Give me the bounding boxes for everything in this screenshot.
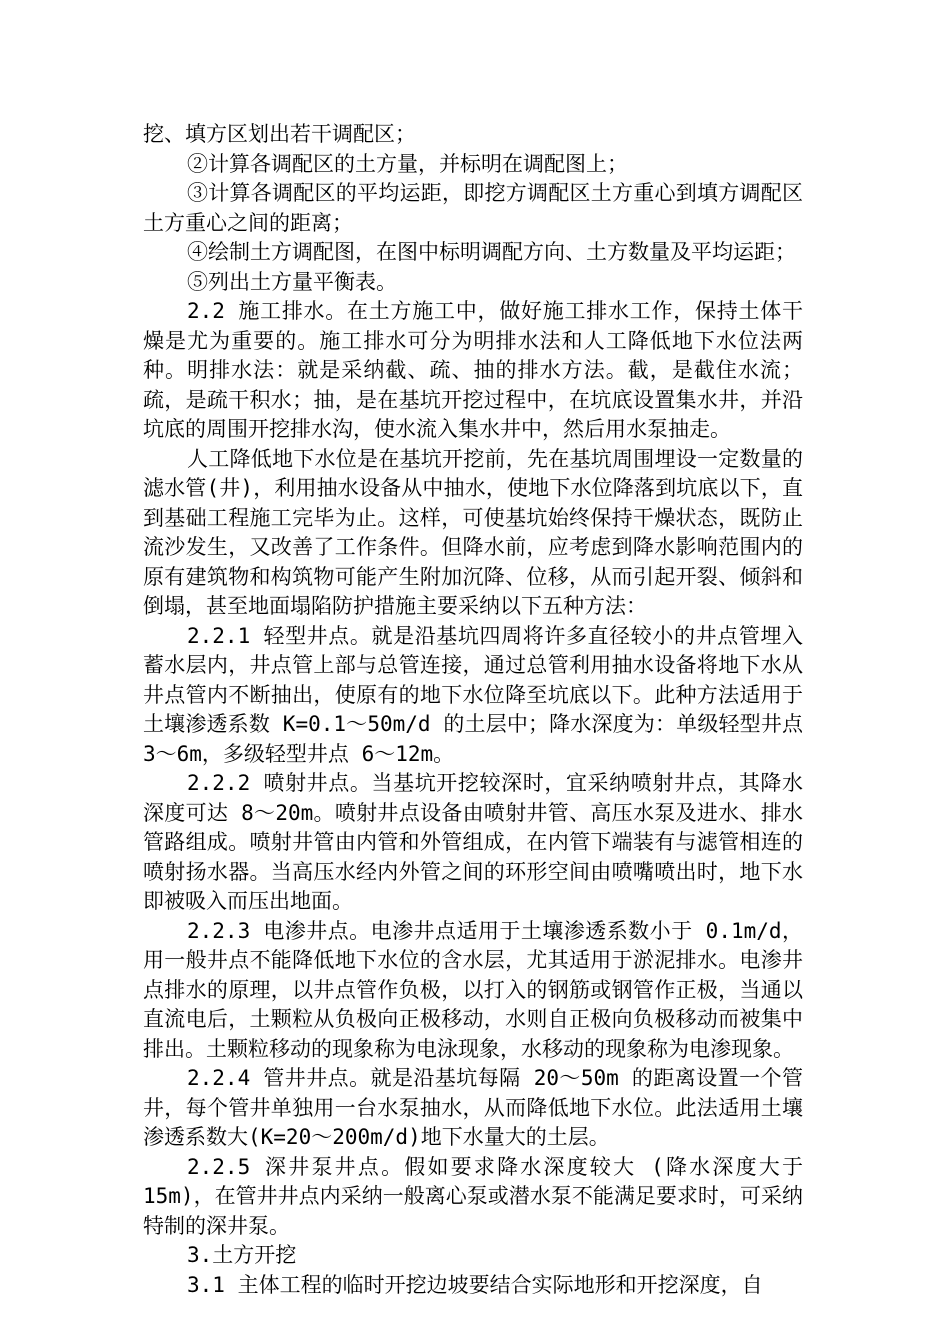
paragraph-2-2-5-deep-well-pump: 2.2.5 深井泵井点。假如要求降水深度较大 (降水深度大于15m)，在管井井点内采纳一般离心泵或潜水泵不能满足要求时，可采纳特制的深井泵。 — [143, 1154, 803, 1238]
paragraph-dewatering: 人工降低地下水位是在基坑开挖前，先在基坑周围埋设一定数量的滤水管(井)，利用抽水设备从中抽水，使地下水位降落到坑底以下，直到基础工程施工完毕为止。这样，可使基坑始终保持干燥状态，既防止流沙发生，又改善了工作条件。但降水前，应考虑到降水影响范围内的原有建筑物和构筑物可能产生附加沉降、位移，从而引起开裂、倾斜和倒塌，甚至地面塌陷防护措施主要采纳以下五种方法： — [143, 446, 803, 618]
section-heading-excavation: 3.土方开挖 — [187, 1243, 297, 1267]
paragraph-2-2-3-electroosmotic-wellpoint: 2.2.3 电渗井点。电渗井点适用于土壤渗透系数小于 0.1m/d，用一般井点不能降低地下水位的含水层，尤其适用于淤泥排水。电渗井点排水的原理，以井点管作负极，以打入的钢筋或钢管作正极，当通以直流电后，土颗粒从负极向正极移动，水则自正极向负极移动而被集中排出。土颗粒移动的现象称为电泳现象，水移动的现象称为电渗现象。 — [143, 918, 803, 1061]
paragraph-2-2-drainage: 2.2 施工排水。在土方施工中，做好施工排水工作，保持土体干燥是尤为重要的。施工排水可分为明排水法和人工降低地下水位法两种。明排水法：就是采纳截、疏、抽的排水方法。截，是截住水流；疏，是疏干积水；抽，是在基坑开挖过程中，在坑底设置集水井，并沿坑底的周围开挖排水沟，使水流入集水井中，然后用水泵抽走。 — [143, 299, 803, 441]
paragraph-step-5: ⑤列出土方量平衡表。 — [187, 269, 397, 294]
document-page — [143, 120, 803, 1300]
paragraph-3-1-slope: 3.1 主体工程的临时开挖边坡要结合实际地形和开挖深度，自 — [187, 1272, 763, 1297]
paragraph-step-3: ③计算各调配区的平均运距，即挖方调配区土方重心到填方调配区土方重心之间的距离； — [143, 181, 803, 235]
paragraph-dispatch-zones: 挖、填方区划出若干调配区； — [143, 122, 416, 146]
paragraph-2-2-4-tube-well: 2.2.4 管井井点。就是沿基坑每隔 20～50m 的距离设置一个管井，每个管井单独用一台水泵抽水，从而降低地下水位。此法适用土壤渗透系数大(K=20～200m/d)地下水量大的土层。 — [143, 1066, 803, 1149]
paragraph-2-2-1-light-wellpoint: 2.2.1 轻型井点。就是沿基坑四周将许多直径较小的井点管埋入蓄水层内，井点管上部与总管连接，通过总管利用抽水设备将地下水从井点管内不断抽出，使原有的地下水位降至坑底以下。此种方法适用于土壤渗透系数 K=0.1～50m/d 的土层中；降水深度为：单级轻型井点 3～6m，多级轻型井点 6～12m。 — [143, 623, 803, 766]
paragraph-2-2-2-jet-wellpoint: 2.2.2 喷射井点。当基坑开挖较深时，宜采纳喷射井点，其降水深度可达 8～20m。喷射井点设备由喷射井管、高压水泵及进水、排水管路组成。喷射井管由内管和外管组成，在内管下端装有与滤管相连的喷射扬水器。当高压水经内外管之间的环形空间由喷嘴喷出时，地下水即被吸入而压出地面。 — [143, 771, 803, 913]
paragraph-step-2: ②计算各调配区的土方量，并标明在调配图上； — [187, 151, 628, 176]
paragraph-step-4: ④绘制土方调配图，在图中标明调配方向、土方数量及平均运距； — [187, 240, 796, 264]
